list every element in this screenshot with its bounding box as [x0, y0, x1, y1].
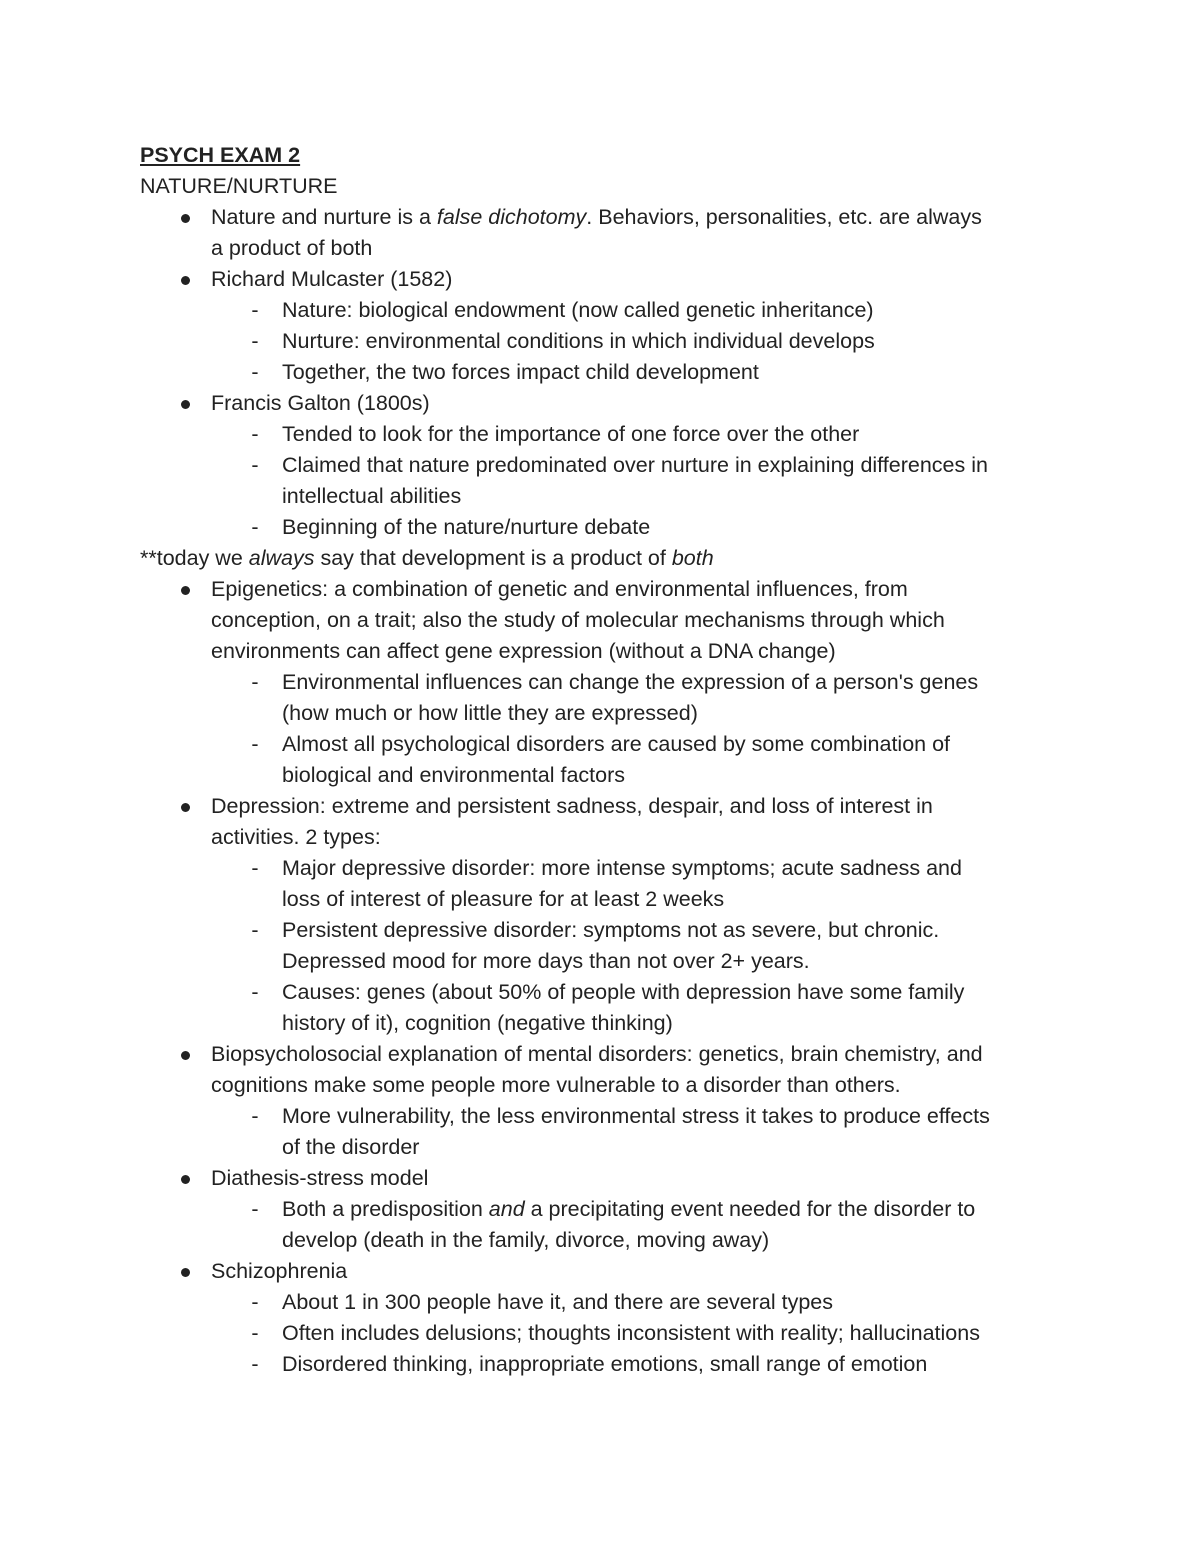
sub-list-item: - About 1 in 300 people have it, and there are several types	[0, 1287, 1200, 1318]
dash-icon: -	[251, 329, 259, 353]
list-item: Nature and nurture is a false dichotomy. Behaviors, personalities, etc. are always	[211, 205, 982, 229]
document-body	[0, 140, 1200, 1380]
sub-list-item-continuation: of the disorder	[282, 1135, 420, 1159]
list-item-continuation: environments can affect gene expression (without a DNA change)	[211, 639, 836, 663]
dash-icon: -	[251, 856, 259, 880]
list-item-continuation: conception, on a trait; also the study of molecular mechanisms through which	[211, 608, 945, 632]
dash-icon: -	[251, 1321, 259, 1345]
sub-list-item: - Environmental influences can change the expression of a person's genes	[0, 667, 1200, 698]
sub-list-item-continuation: develop (death in the family, divorce, moving away)	[282, 1228, 770, 1252]
sub-list-item-continuation: intellectual abilities	[282, 484, 462, 508]
dash-icon: -	[251, 918, 259, 942]
sub-list-item: - Major depressive disorder: more intense symptoms; acute sadness and	[0, 853, 1200, 884]
sub-list-item-continuation: Depressed mood for more days than not over 2+ years.	[282, 949, 810, 973]
sub-list-item: - Almost all psychological disorders are caused by some combination of	[0, 729, 1200, 760]
dash-icon: -	[251, 1197, 259, 1221]
sub-list-item: - Disordered thinking, inappropriate emotions, small range of emotion	[0, 1349, 1200, 1380]
dash-icon: -	[251, 1352, 259, 1376]
sub-list-item-continuation: (how much or how little they are expressed)	[282, 701, 698, 725]
section-heading: NATURE/NURTURE	[140, 174, 338, 198]
list-item: Francis Galton (1800s)	[211, 391, 430, 415]
sub-list-item-continuation: biological and environmental factors	[282, 763, 626, 787]
list-item-continuation: cognitions make some people more vulnerable to a disorder than others.	[211, 1073, 901, 1097]
sub-list-item: - Claimed that nature predominated over nurture in explaining differences in	[0, 450, 1200, 481]
list-item: Epigenetics: a combination of genetic and environmental influences, from	[211, 577, 908, 601]
list-item-continuation: activities. 2 types:	[211, 825, 381, 849]
dash-icon: -	[251, 360, 259, 384]
dash-icon: -	[251, 732, 259, 756]
dash-icon: -	[251, 670, 259, 694]
list-item-continuation: a product of both	[211, 236, 373, 260]
sub-list-item: - Causes: genes (about 50% of people with depression have some family	[0, 977, 1200, 1008]
sub-list-item: - Nurture: environmental conditions in which individual develops	[0, 326, 1200, 357]
dash-icon: -	[251, 453, 259, 477]
sub-list-item: - Tended to look for the importance of one force over the other	[0, 419, 1200, 450]
sub-list-item: - Nature: biological endowment (now called genetic inheritance)	[0, 295, 1200, 326]
sub-list-item-continuation: loss of interest of pleasure for at least 2 weeks	[282, 887, 725, 911]
list-item: Biopsycholosocial explanation of mental disorders: genetics, brain chemistry, and	[211, 1042, 983, 1066]
dash-icon: -	[251, 515, 259, 539]
dash-icon: -	[251, 298, 259, 322]
list-item: Depression: extreme and persistent sadness, despair, and loss of interest in	[211, 794, 933, 818]
list-item: Schizophrenia	[211, 1259, 348, 1283]
dash-icon: -	[251, 1290, 259, 1314]
dash-icon: -	[251, 1104, 259, 1128]
note-line: **today we always say that development is a product of both	[140, 546, 714, 570]
sub-list-item: - Often includes delusions; thoughts inconsistent with reality; hallucinations	[0, 1318, 1200, 1349]
document-title: PSYCH EXAM 2	[140, 143, 301, 167]
list-item: Richard Mulcaster (1582)	[211, 267, 453, 291]
list-item: Diathesis-stress model	[211, 1166, 429, 1190]
sub-list-item: - More vulnerability, the less environmental stress it takes to produce effects	[0, 1101, 1200, 1132]
dash-icon: -	[251, 422, 259, 446]
dash-icon: -	[251, 980, 259, 1004]
sub-list-item: - Beginning of the nature/nurture debate	[0, 512, 1200, 543]
sub-list-item: - Together, the two forces impact child development	[0, 357, 1200, 388]
sub-list-item: - Both a predisposition and a precipitating event needed for the disorder to	[0, 1194, 1200, 1225]
sub-list-item-continuation: history of it), cognition (negative thinking)	[282, 1011, 673, 1035]
sub-list-item: - Persistent depressive disorder: symptoms not as severe, but chronic.	[0, 915, 1200, 946]
